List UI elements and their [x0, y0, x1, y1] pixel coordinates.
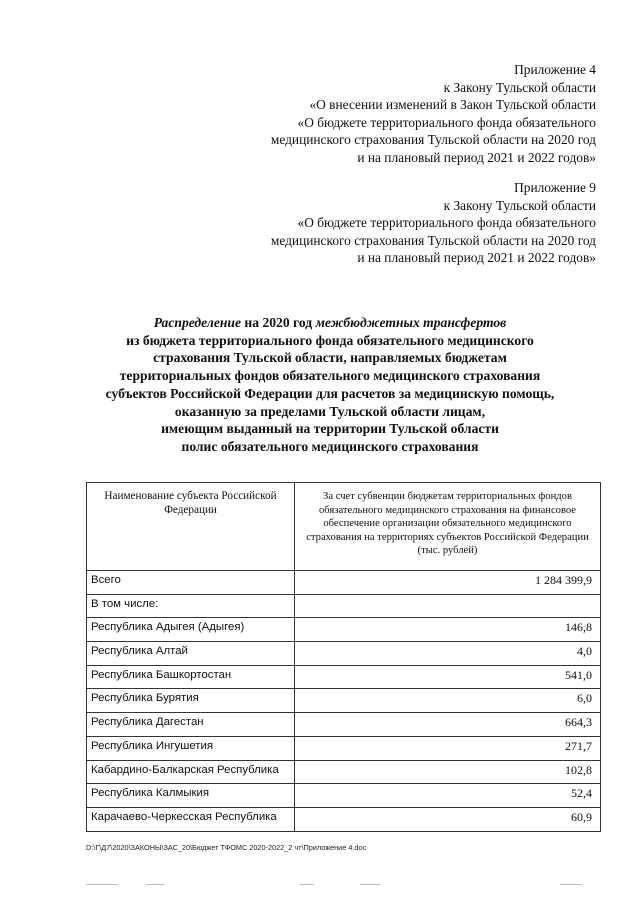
- table-header-row: [87, 483, 601, 571]
- header-subvention: [295, 483, 601, 571]
- document-title: [60, 314, 600, 456]
- row-name: Республика Башкортостан: [87, 665, 295, 689]
- appendix-line: медицинского страхования Тульской области на 2020 год: [270, 232, 596, 248]
- row-value: 271,7: [295, 736, 601, 760]
- table-row: [87, 784, 601, 808]
- row-name: Карачаево-Черкесская Республика: [87, 807, 295, 831]
- row-value: 1 284 399,9: [295, 571, 601, 595]
- scan-artifact: [560, 884, 582, 885]
- row-name: Республика Бурятия: [87, 689, 295, 713]
- header-subject-name: Наименование субъекта Российской Федерации: [87, 483, 295, 571]
- appendix-line: и на плановый период 2021 и 2022 годов»: [357, 250, 596, 265]
- row-name: Республика Алтай: [87, 642, 295, 666]
- table-row: [87, 713, 601, 737]
- row-name: Кабардино-Балкарская Республика: [87, 760, 295, 784]
- table-row: [87, 618, 601, 642]
- title-normal: на 2020 год: [241, 315, 316, 330]
- row-value: 6,0: [295, 689, 601, 713]
- table-row: [87, 736, 601, 760]
- table-row: [87, 760, 601, 784]
- scan-artifact: [146, 884, 164, 885]
- appendix-9-heading: [176, 179, 596, 267]
- title-line: [60, 314, 600, 332]
- row-name: Республика Адыгея (Адыгея): [87, 618, 295, 642]
- title-line: полис обязательного медицинского страхования: [181, 438, 479, 454]
- row-value: 146,8: [295, 618, 601, 642]
- title-line: из бюджета территориального фонда обязательного медицинского: [126, 332, 534, 348]
- appendix-line: к Закону Тульской области: [443, 197, 596, 213]
- scan-artifact: [86, 884, 118, 885]
- scan-artifact: [360, 884, 380, 885]
- header-subvention-text: За счет субвенции бюджетам территориальных фондов обязательного медицинского страхования на финансовое обеспечение организации обязательного медицинского страхования на территориях субъектов Российской Федерации: [306, 491, 589, 543]
- row-value: 102,8: [295, 760, 601, 784]
- row-name: В том числе:: [87, 594, 295, 618]
- title-line: субъектов Российской Федерации для расчетов за медицинскую помощь,: [105, 385, 555, 401]
- row-value: 60,9: [295, 807, 601, 831]
- title-line: имеющим выданный на территории Тульской области: [161, 421, 499, 437]
- row-value: 4,0: [295, 642, 601, 666]
- appendix-line: и на плановый период 2021 и 2022 годов»: [357, 149, 596, 165]
- appendix-4-heading: [176, 61, 596, 166]
- appendix-line: Приложение 9: [514, 180, 596, 195]
- transfers-table: [86, 482, 601, 832]
- row-name: Республика Ингушетия: [87, 736, 295, 760]
- appendix-line: «О внесении изменений в Закон Тульской области: [309, 97, 596, 112]
- appendix-line: медицинского страхования Тульской области на 2020 год: [270, 132, 596, 147]
- row-name: Республика Дагестан: [87, 713, 295, 737]
- header-unit: (тыс. рублей): [417, 545, 478, 556]
- title-line: оказанную за пределами Тульской области лицам,: [174, 403, 486, 419]
- table-row: [87, 642, 601, 666]
- title-line: территориальных фондов обязательного медицинского страхования: [119, 368, 541, 384]
- row-name: Всего: [87, 571, 295, 595]
- appendix-line: к Закону Тульской области: [443, 79, 596, 95]
- table-row: [87, 665, 601, 689]
- row-value: 664,3: [295, 713, 601, 737]
- row-value: 52,4: [295, 784, 601, 808]
- table-row: [87, 807, 601, 831]
- appendix-line: Приложение 4: [514, 62, 596, 77]
- title-italic: Распределение: [153, 315, 242, 330]
- row-value: [295, 594, 601, 618]
- table-row: [87, 689, 601, 713]
- file-path-footer: D:\Г\Д7\2020\ЗАКОНЫ\ЗАС_20\Бюджет ТФОМС 2020-2022_2 чт\Приложение 4.doc: [86, 843, 367, 852]
- title-italic: межбюджетных трансфертов: [315, 315, 507, 330]
- row-name: Республика Калмыкия: [87, 784, 295, 808]
- table-row: [87, 594, 601, 618]
- scan-artifact: [300, 884, 314, 885]
- appendix-line: «О бюджете территориального фонда обязательного: [297, 215, 596, 230]
- row-value: 541,0: [295, 665, 601, 689]
- table-row: [87, 571, 601, 595]
- appendix-line: «О бюджете территориального фонда обязательного: [297, 114, 596, 130]
- title-line: страхования Тульской области, направляемых бюджетам: [153, 350, 507, 366]
